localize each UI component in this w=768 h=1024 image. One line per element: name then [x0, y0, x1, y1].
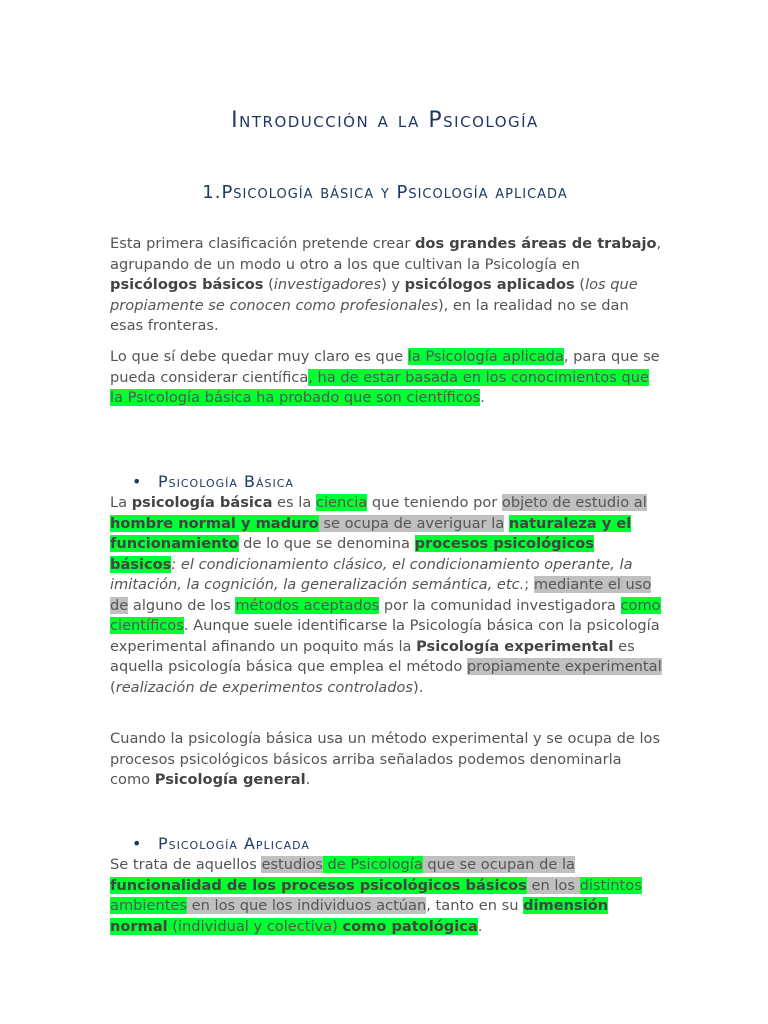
bullet-dot: • — [132, 834, 143, 853]
page-title: Introducción a la Psicología — [231, 108, 539, 133]
section-heading: 1.Psicología básica y Psicología aplicada — [202, 182, 568, 203]
paragraph-applied-science: Lo que sí debe quedar muy claro es que la Psicología aplicada, para que se pueda considerar científica, ha de estar basada en los conocimientos que la Psicología básica ha probado que son científicos. — [110, 348, 660, 406]
paragraph-basic-psychology: La psicología básica es la ciencia que teniendo por objeto de estudio al hombre normal y maduro se ocupa de averiguar la naturaleza y el funcionamiento de lo que se denomina procesos psicológicos básicos: el condicionamiento clásico, el condicionamiento operante, la imitación, la cognición, la generalización semántica, etc.; mediante el uso de alguno de los métodos aceptados por la comunidad investigadora como científicos. Aunque suele identificarse la Psicología básica con la psicología experimental afinando un poquito más la Psicología experimental es aquella psicología básica que emplea el método propiamente experimental (realización de experimentos controlados). — [110, 494, 662, 696]
paragraph-intro: Esta primera clasificación pretende crear dos grandes áreas de trabajo, agrupando de un modo u otro a los que cultivan la Psicología en psicólogos básicos (investigadores) y psicólogos aplicados (los que propiamente se conocen como profesionales), en la realidad no se dan esas fronteras. — [110, 235, 662, 334]
paragraph-general-psychology: Cuando la psicología básica usa un método experimental y se ocupa de los procesos psicológicos básicos arriba señalados podemos denominarla como Psicología general. — [110, 730, 661, 788]
bullet-dot: • — [132, 472, 143, 491]
paragraph-applied-psychology: Se trata de aquellos estudios de Psicología que se ocupan de la funcionalidad de los procesos psicológicos básicos en los distintos ambientes en los que los individuos actúan, tanto en su dimensión normal (individual y colectiva) como patológica. — [110, 856, 642, 935]
bullet-label: Psicología Básica — [158, 472, 294, 491]
bullet-label: Psicología Aplicada — [158, 834, 310, 853]
